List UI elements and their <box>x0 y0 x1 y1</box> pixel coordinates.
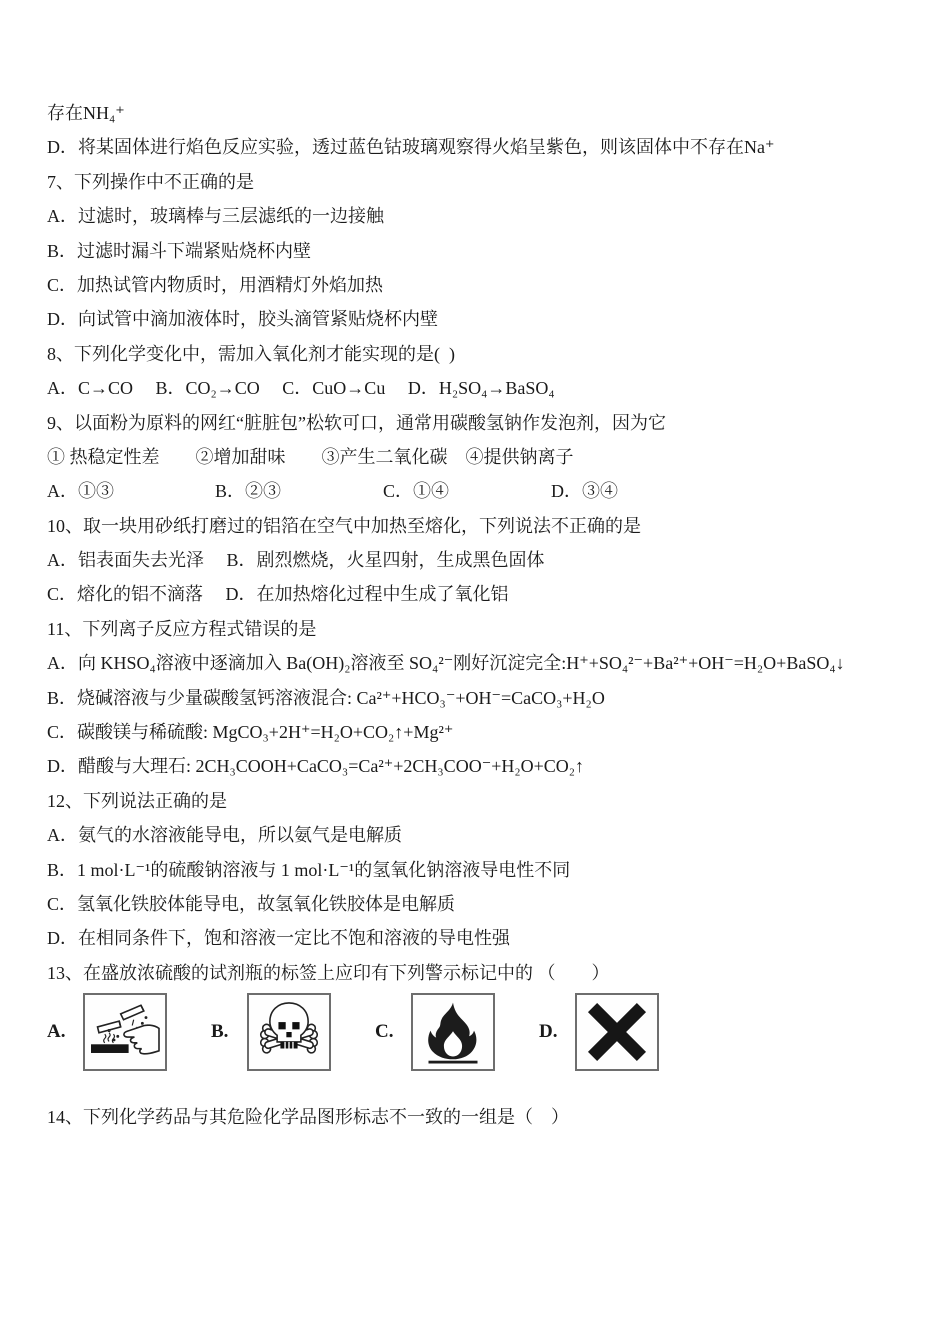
q12-stem: 12、下列说法正确的是 <box>47 790 227 811</box>
q6-carryover-text: 存在NH₄⁺ <box>47 103 125 123</box>
q14-stem: 14、下列化学药品与其危险化学品图形标志不一致的一组是（ ） <box>47 1107 569 1128</box>
q11-option-c: C．碳酸镁与稀硫酸: MgCO₃+2H⁺=H₂O+CO₂↑+Mg²⁺ <box>47 722 454 743</box>
q13-stem: 13、在盛放浓硫酸的试剂瓶的标签上应印有下列警示标记中的 （ ） <box>47 962 610 983</box>
flammable-sign-box <box>411 993 495 1071</box>
q11-stem: 11、下列离子反应方程式错误的是 <box>47 618 317 639</box>
q13-option-c-label: C. <box>375 1021 394 1043</box>
flammable-flame-icon <box>418 999 488 1065</box>
q9-items: ① 热稳定性差 ②增加甜味 ③产生二氧化碳 ④提供钠离子 <box>47 446 574 467</box>
q9-option-d: D．③④ <box>551 481 618 502</box>
q13-options-row <box>47 992 922 1072</box>
corrosive-warning-icon <box>88 998 162 1066</box>
q12-option-d: D．在相同条件下，饱和溶液一定比不饱和溶液的导电性强 <box>47 928 510 949</box>
q11-option-d: D．醋酸与大理石: 2CH₃COOH+CaCO₃=Ca²⁺+2CH₃COO⁻+H₂O+CO₂↑ <box>47 756 585 777</box>
q10-options-cd: C．熔化的铝不滴落 D．在加热熔化过程中生成了氧化铝 <box>47 584 509 605</box>
q9-options-row <box>47 474 922 508</box>
q10-stem: 10、取一块用砂纸打磨过的铝箔在空气中加热至熔化，下列说法不正确的是 <box>47 515 641 536</box>
q9-option-b: B．②③ <box>215 481 282 502</box>
corrosive-sign-box <box>83 993 167 1071</box>
toxic-sign-box <box>247 993 331 1071</box>
q7-option-c: C．加热试管内物质时，用酒精灯外焰加热 <box>47 274 384 295</box>
q8-stem: 8、下列化学变化中，需加入氧化剂才能实现的是( ) <box>47 343 455 364</box>
q9-option-a: A．①③ <box>47 481 114 502</box>
q12-option-b: B．1 mol·L⁻¹的硫酸钠溶液与 1 mol·L⁻¹的氢氧化钠溶液导电性不同 <box>47 859 571 880</box>
q11-option-a: A．向 KHSO₄溶液中逐滴加入 Ba(OH)₂溶液至 SO₄²⁻刚好沉淀完全:H⁺+SO₄²⁻+Ba²⁺+OH⁻=H₂O+BaSO₄↓ <box>47 653 845 674</box>
q13-option-b <box>211 993 331 1071</box>
q6-option-d: D．将某固体进行焰色反应实验，透过蓝色钴玻璃观察得火焰呈紫色，则该固体中不存在Na⁺ <box>47 137 775 158</box>
q13-option-b-label: B. <box>211 1021 229 1043</box>
q13-option-d-label: D. <box>539 1021 558 1043</box>
harmful-sign-box <box>575 993 659 1071</box>
q8-options: A．C→CO B．CO₂→CO C．CuO→Cu D．H₂SO₄→BaSO₄ <box>47 378 555 399</box>
q9-option-c: C．①④ <box>383 481 450 502</box>
q13-option-c <box>375 993 495 1071</box>
q10-options-ab: A．铝表面失去光泽 B．剧烈燃烧，火星四射，生成黑色固体 <box>47 550 545 571</box>
q13-option-d <box>539 993 659 1071</box>
q7-stem: 7、下列操作中不正确的是 <box>47 171 254 192</box>
q11-option-b: B．烧碱溶液与少量碳酸氢钙溶液混合: Ca²⁺+HCO₃⁻+OH⁻=CaCO₃+H₂O <box>47 687 605 708</box>
q9-stem: 9、以面粉为原料的网红“脏脏包”松软可口，通常用碳酸氢钠作发泡剂，因为它 <box>47 412 666 433</box>
harmful-x-icon <box>581 999 653 1065</box>
q13-option-a <box>47 993 167 1071</box>
q7-option-d: D．向试管中滴加液体时，胶头滴管紧贴烧杯内壁 <box>47 309 438 330</box>
q13-option-a-label: A. <box>47 1021 66 1043</box>
q12-option-a: A．氨气的水溶液能导电，所以氨气是电解质 <box>47 825 402 846</box>
q12-option-c: C．氢氧化铁胶体能导电，故氢氧化铁胶体是电解质 <box>47 893 456 914</box>
q7-option-a: A．过滤时，玻璃棒与三层滤纸的一边接触 <box>47 206 384 227</box>
q7-option-b: B．过滤时漏斗下端紧贴烧杯内壁 <box>47 240 312 261</box>
toxic-skull-crossbones-icon <box>254 999 324 1065</box>
